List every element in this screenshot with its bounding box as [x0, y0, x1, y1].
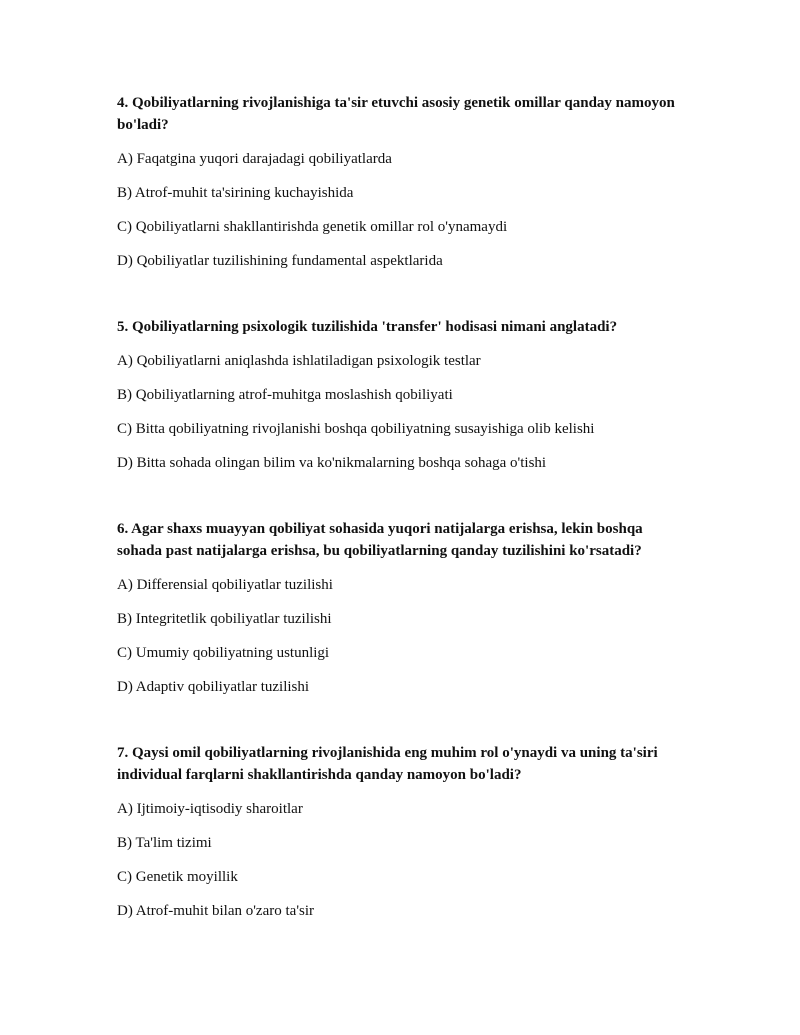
option-d: D) Atrof-muhit bilan o'zaro ta'sir [117, 903, 315, 919]
option-b: B) Integritetlik qobiliyatlar tuzilishi [117, 611, 332, 627]
option-d: D) Bitta sohada olingan bilim va ko'nikmalarning boshqa sohaga o'tishi [117, 455, 547, 471]
option-b: B) Ta'lim tizimi [117, 835, 212, 851]
option-d: D) Adaptiv qobiliyatlar tuzilishi [117, 679, 310, 695]
document-page [117, 92, 677, 966]
option-a: A) Faqatgina yuqori darajadagi qobiliyatlarda [117, 151, 392, 167]
option-a: A) Ijtimoiy-iqtisodiy sharoitlar [117, 801, 303, 817]
option-c: C) Genetik moyillik [117, 869, 238, 885]
question-6 [117, 518, 677, 698]
question-5 [117, 316, 677, 474]
option-a: A) Qobiliyatlarni aniqlashda ishlatiladigan psixologik testlar [117, 353, 481, 369]
option-b: B) Atrof-muhit ta'sirining kuchayishida [117, 185, 354, 201]
option-d: D) Qobiliyatlar tuzilishining fundamental aspektlarida [117, 253, 443, 269]
option-c: C) Qobiliyatlarni shakllantirishda genetik omillar rol o'ynamaydi [117, 219, 508, 235]
option-c: C) Umumiy qobiliyatning ustunligi [117, 645, 330, 661]
option-a: A) Differensial qobiliyatlar tuzilishi [117, 577, 333, 593]
option-c: C) Bitta qobiliyatning rivojlanishi boshqa qobiliyatning susayishiga olib kelishi [117, 421, 595, 437]
question-4 [117, 92, 677, 272]
question-7 [117, 742, 677, 922]
question-text: 5. Qobiliyatlarning psixologik tuzilishida 'transfer' hodisasi nimani anglatadi? [117, 319, 618, 335]
option-b: B) Qobiliyatlarning atrof-muhitga moslashish qobiliyati [117, 387, 453, 403]
question-text: 4. Qobiliyatlarning rivojlanishiga ta'sir etuvchi asosiy genetik omillar qanday namoyon bo'ladi? [117, 95, 675, 133]
question-text: 6. Agar shaxs muayyan qobiliyat sohasida yuqori natijalarga erishsa, lekin boshqa sohada past natijalarga erishsa, bu qobiliyatlarning qanday tuzilishini ko'rsatadi? [117, 521, 643, 559]
question-text: 7. Qaysi omil qobiliyatlarning rivojlanishida eng muhim rol o'ynaydi va uning ta'siri individual farqlarni shakllantirishda qanday namoyon bo'ladi? [117, 745, 658, 783]
